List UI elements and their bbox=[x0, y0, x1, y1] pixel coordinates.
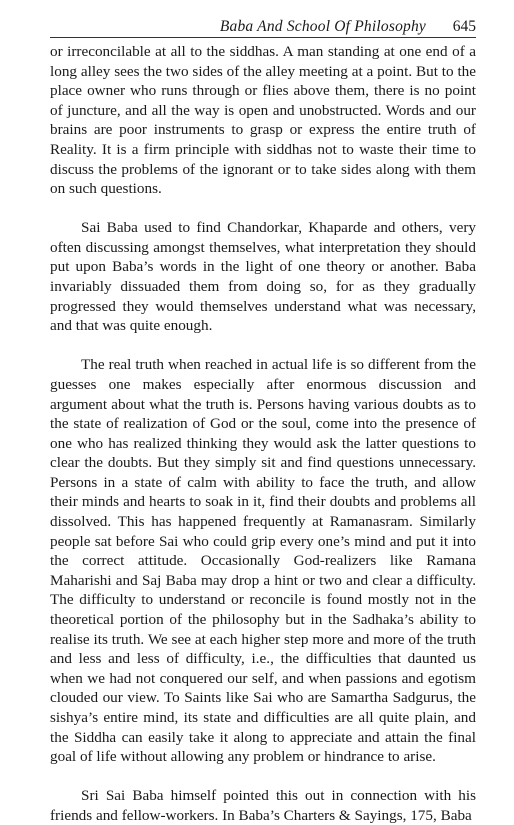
paragraph-gap bbox=[50, 336, 476, 356]
paragraph: The real truth when reached in actual life is so different from the guesses one makes especially after enormous discussion and argument about what the truth is. Persons having various doubts as to the state of realization of God or the soul, come into the presence of one who has realized thinking they would ask the latter questions to clear the doubts. But they simply sit and find questions unnecessary. Persons in a state of calm with ability to face the truth, and allow their minds and hearts to soak in it, find their doubts and problems all dissolved. This has happened frequently at Ramanasram. Similarly people sat before Sai who could grip every one’s mind and put it into the correct attitude. Occasionally God-realizers like Ramana Maharishi and Saj Baba may drop a hint or two and clear a difficulty. The difficulty to understand or reconcile is found mostly not in the theoretical portion of the philosophy but in the Sadhaka’s ability to realise its truth. We see at each higher step more and more of the truth and less and less of difficulty, i.e., the difficulties that daunted us when we had not conquered our self, and when passions and egotism clouded our view. To Saints like Sai who are Samartha Sadgurus, the sishya’s entire mind, its state and difficulties are all quite plain, and the Siddha can easily take it along to appreciate and attain the final goal of life without allowing any problem or hindrance to arise. bbox=[50, 356, 476, 766]
paragraph-gap bbox=[50, 767, 476, 787]
paragraph: Sri Sai Baba himself pointed this out in connection with his friends and fellow-workers. In Baba’s Charters & Sayings, 175, Baba bbox=[50, 787, 476, 824]
running-head bbox=[50, 16, 476, 38]
page-number: 645 bbox=[452, 18, 476, 35]
paragraph-gap bbox=[50, 199, 476, 219]
body-text bbox=[50, 42, 476, 825]
paragraph-continued: or irreconcilable at all to the siddhas. A man standing at one end of a long alley sees the two sides of the alley meeting at a point. But to the place owner who runs through or flies above them, there is no point of juncture, and all the way is open and unobstructed. Words and our brains are poor instruments to grasp or express the entire truth of Reality. It is a firm principle with siddhas not to waste their time to discuss the problems of the ignorant or to take sides along with them on such questions. bbox=[50, 43, 476, 198]
running-head-title: Baba And School Of Philosophy bbox=[219, 18, 426, 35]
paragraph: Sai Baba used to find Chandorkar, Khaparde and others, very often discussing amongst themselves, what interpretation they should put upon Baba’s words in the light of one theory or another. Baba invariably dissuaded them from doing so, for as they gradually progressed they would themselves understand what was necessary, and that was quite enough. bbox=[50, 219, 476, 335]
